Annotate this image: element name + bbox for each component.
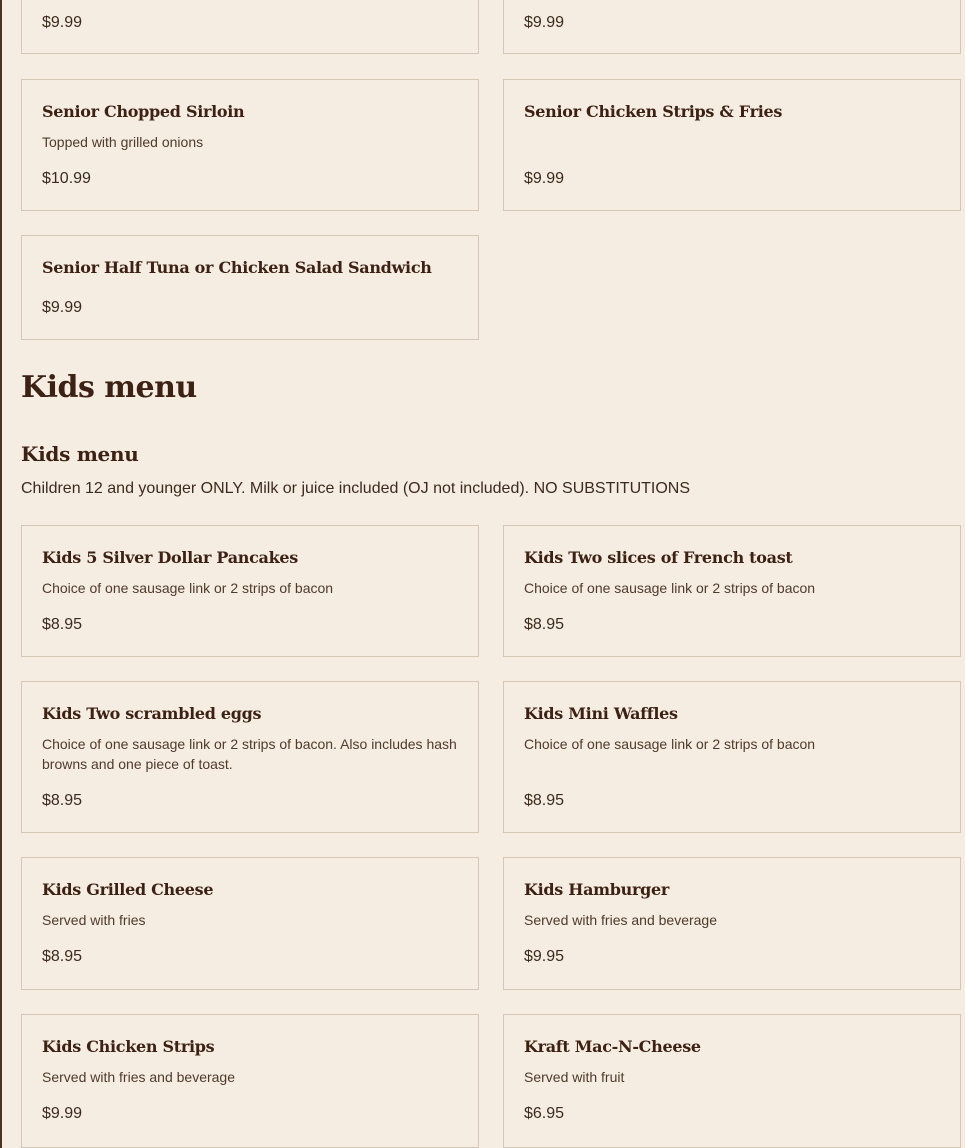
menu-item-description: Choice of one sausage link or 2 strips of bacon. Also includes hash browns and one piece of toast.: [42, 736, 457, 772]
section-subtitle: Kids menu: [21, 442, 139, 466]
menu-item-price: $6.95: [524, 1105, 565, 1122]
menu-item-card[interactable]: [21, 1014, 479, 1148]
menu-item-card[interactable]: [503, 681, 961, 833]
menu-item-card[interactable]: [21, 525, 479, 657]
menu-item-name: Senior Half Tuna or Chicken Salad Sandwich: [42, 258, 432, 277]
menu-item-name: Kids Hamburger: [524, 880, 670, 899]
menu-item-description: Choice of one sausage link or 2 strips of bacon: [524, 580, 816, 596]
menu-item-price: $9.99: [524, 170, 565, 187]
menu-item-description: Served with fruit: [524, 1069, 625, 1085]
menu-item-card[interactable]: [21, 857, 479, 990]
menu-item-price: $9.95: [524, 948, 565, 965]
menu-item-description: Choice of one sausage link or 2 strips of bacon: [524, 736, 816, 752]
menu-item-price: $9.99: [42, 14, 83, 31]
menu-item-price: $8.95: [524, 616, 565, 633]
menu-item-price: $8.95: [42, 616, 83, 633]
menu-item-card[interactable]: [21, 235, 479, 340]
menu-item-name: Kids Chicken Strips: [42, 1037, 215, 1056]
menu-item-card[interactable]: [21, 0, 479, 54]
menu-item-price: $9.99: [524, 14, 565, 31]
menu-item-name: Kids Two scrambled eggs: [42, 704, 262, 723]
menu-item-name: Senior Chopped Sirloin: [42, 102, 245, 121]
menu-item-card[interactable]: [503, 79, 961, 211]
menu-item-name: Kids 5 Silver Dollar Pancakes: [42, 548, 298, 567]
menu-item-name: Kraft Mac-N-Cheese: [524, 1037, 701, 1056]
menu-item-card[interactable]: [503, 0, 961, 54]
menu-item-price: $9.99: [42, 299, 83, 316]
menu-item-card[interactable]: [21, 79, 479, 211]
menu-item-price: $10.99: [42, 170, 91, 187]
menu-item-price: $8.95: [42, 948, 83, 965]
menu-item-name: Senior Chicken Strips & Fries: [524, 102, 783, 121]
menu-item-price: $9.99: [42, 1105, 83, 1122]
menu-item-description: Choice of one sausage link or 2 strips of bacon: [42, 580, 334, 596]
menu-item-description: Served with fries and beverage: [42, 1069, 235, 1085]
menu-item-description: Served with fries and beverage: [524, 912, 717, 928]
menu-item-card[interactable]: [503, 525, 961, 657]
menu-item-description: Topped with grilled onions: [42, 134, 204, 150]
menu-item-name: Kids Grilled Cheese: [42, 880, 214, 899]
page-left-edge: [0, 0, 2, 1148]
menu-item-card[interactable]: [503, 1014, 961, 1148]
menu-item-name: Kids Mini Waffles: [524, 704, 678, 723]
section-note: Children 12 and younger ONLY. Milk or juice included (OJ not included). NO SUBSTITUTIONS: [21, 480, 691, 497]
menu-item-card[interactable]: [503, 857, 961, 990]
menu-item-name: Kids Two slices of French toast: [524, 548, 793, 567]
menu-item-price: $8.95: [42, 792, 83, 809]
menu-item-description: Served with fries: [42, 912, 146, 928]
menu-item-price: $8.95: [524, 792, 565, 809]
menu-item-card[interactable]: [21, 681, 479, 833]
section-title: Kids menu: [21, 370, 197, 405]
